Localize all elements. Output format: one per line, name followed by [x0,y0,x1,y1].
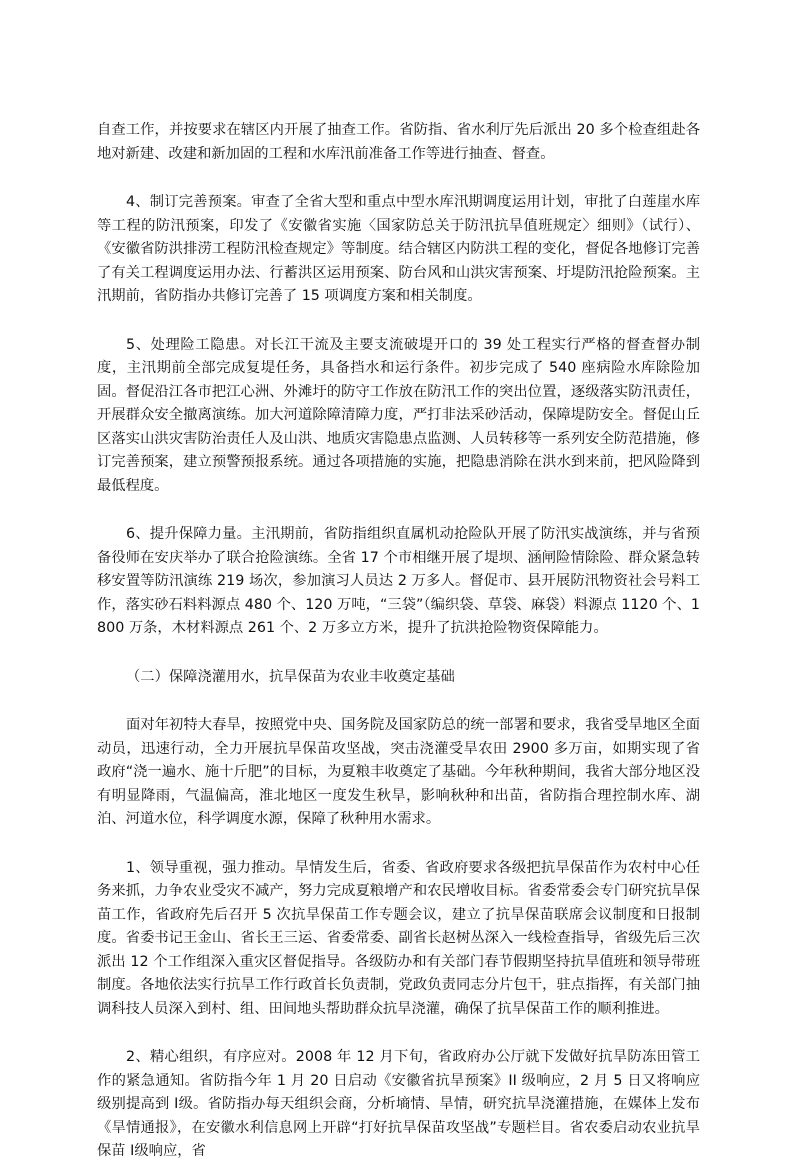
paragraph-spacer [97,309,700,334]
section-heading: （二）保障浇灌用水，抗旱保苗为农业丰收奠定基础 [126,668,455,685]
paragraph-leadership: 1、领导重视，强力推动。旱情发生后，省委、省政府要求各级把抗旱保苗作为农村中心任务来抓，力争农业受灾不减产，努力完成夏粮增产和农民增收目标。省委常委会专门研究抗旱保苗工作，省政府先后召开 5 次抗旱保苗工作专题会议，建立了抗旱保苗联席会议制度和日报制度。省委书记王金山、省长王三运、省委常委、副省长赵树丛深入一线检查指导，省级先后三次派出 12 个工作组深入重灾区督促指导。各级防办和有关部门春节假期坚持抗旱值班和领导带班制度。各地依法实行抗旱工作行政首长负责制，党政负责同志分片包干，驻点指挥，有关部门抽调科技人员深入到村、组、田间地头帮助群众抗旱浇灌，确保了抗旱保苗工作的顺利推进。 [97,859,700,1017]
paragraph-spacer [97,166,700,191]
paragraph-support: 6、提升保障力量。主汛期前，省防指组织直属机动抢险队开展了防汛实战演练，并与省预备役师在安庆举办了联合抢险演练。全省 17 个市相继开展了堤坝、涵闸险情除险、群众紧急转移安置等防汛演练 219 场次，参加演习人员达 2 万多人。督促市、县开展防汛物资社会号料工作，落实砂石料料源点 480 个、120 万吨，“三袋”（编织袋、草袋、麻袋）料源点 1120 个、1800 万条，木材料源点 261 个、2 万多立方米，提升了抗洪抢险物资保障能力。 [97,526,700,636]
paragraph-plans: 4、制订完善预案。审查了全省大型和重点中型水库汛期调度运用计划，审批了白莲崖水库等工程的防汛预案，印发了《安徽省实施〈国家防总关于防汛抗旱值班规定〉细则》（试行）、《安徽省防洪排涝工程防汛检查规定》等制度。结合辖区内防洪工程的变化，督促各地修订完善了有关工程调度运用办法、行蓄洪区运用预案、防台风和山洪灾害预案、圩堤防汛抢险预案。主汛期前，省防指办共修订完善了 15 项调度方案和相关制度。 [97,194,700,304]
paragraph-inspection: 自查工作，并按要求在辖区内开展了抽查工作。省防指、省水利厅先后派出 20 多个检查组赴各地对新建、改建和新加固的工程和水库汛前准备工作等进行抽查、督查。 [97,122,700,162]
paragraph-spacer [97,1021,700,1046]
paragraph-spacer [97,689,700,714]
paragraph-hazards: 5、处理险工隐患。对长江干流及主要支流破堤开口的 39 处工程实行严格的督查督办制度，主汛期前全部完成复堤任务，具备挡水和运行条件。初步完成了 540 座病险水库除险加固。督促沿江各市把江心洲、外滩圩的防守工作放在防汛工作的突出位置，逐级落实防汛责任，开展群众安全撤离演练。加大河道除障清障力度，严打非法采砂活动，保障堤防安全。督促山丘区落实山洪灾害防治责任人及山洪、地质灾害隐患点监测、人员转移等一系列安全防范措施，修订完善预案，建立预警预报系统。通过各项措施的实施，把隐患消除在洪水到来前，把风险降到最低程度。 [97,336,700,494]
paragraph-organization: 2、精心组织，有序应对。2008 年 12 月下旬，省政府办公厅就下发做好抗旱防冻田管工作的紧急通知。省防指今年 1 月 20 日启动《安徽省抗旱预案》II 级响应，2 月 5 日又将响应级别提高到 I级。省防指办每天组织会商，分析墒情、旱情，研究抗旱浇灌措施，在媒体上发布《旱情通报》，在安徽水利信息网上开辟“打好抗旱保苗攻坚战”专题栏目。省农委启动农业抗旱保苗 I级响应，省 [97,1049,700,1159]
paragraph-spacer [97,832,700,857]
paragraph-drought-overview: 面对年初特大春旱，按照党中央、国务院及国家防总的统一部署和要求，我省受旱地区全面动员，迅速行动，全力开展抗旱保苗攻坚战，突击浇灌受旱农田 2900 多万亩，如期实现了省政府“浇一遍水、施十斤肥”的目标，为夏粮丰收奠定了基础。今年秋种期间，我省大部分地区没有明显降雨，气温偏高，淮北地区一度发生秋旱，影响秋种和出苗，省防指合理控制水库、湖泊、河道水位，科学调度水源，保障了秋种用水需求。 [97,717,700,827]
paragraph-spacer [97,641,700,666]
paragraph-spacer [97,498,700,523]
